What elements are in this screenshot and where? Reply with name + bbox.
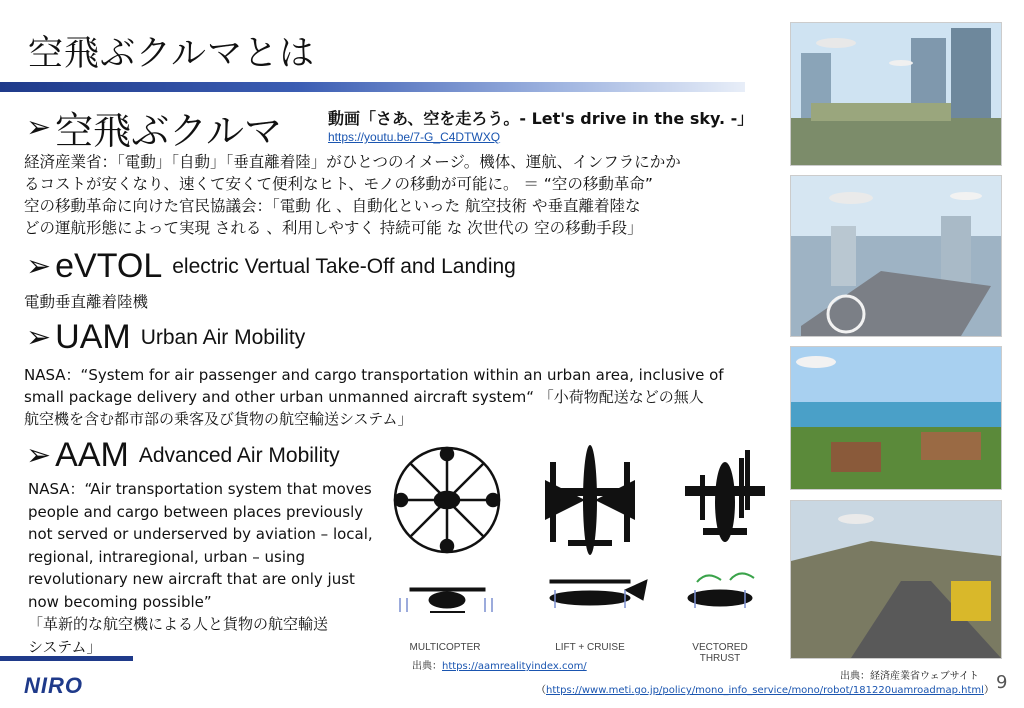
photo-helipad-city <box>790 175 1002 337</box>
paren-close: ） <box>983 685 994 696</box>
footer-source-link[interactable]: https://www.meti.go.jp/policy/mono_info_service/mono/robot/181220uamroadmap.html <box>546 685 984 696</box>
vectored-thrust-top-icon <box>685 450 765 542</box>
multicopter-side-icon <box>400 588 492 612</box>
title-underline-bar <box>0 82 745 92</box>
footer-accent-bar <box>0 656 133 661</box>
slide-title: 空飛ぶクルマとは <box>28 34 315 74</box>
uam-description <box>24 364 724 430</box>
section-heading-evtol <box>26 247 516 286</box>
heading-text: AAM <box>55 436 129 474</box>
heading-text: 空飛ぶクルマ <box>55 109 283 153</box>
video-link[interactable]: https://youtu.be/7-G_C4DTWXQ <box>328 130 501 144</box>
photo-resort-coast <box>790 346 1002 490</box>
aircraft-types-figure <box>385 440 780 664</box>
heading-subtext: Advanced Air Mobility <box>138 443 340 467</box>
caption-lift-cruise: LIFT + CRUISE <box>555 642 625 653</box>
footer-source <box>536 681 994 696</box>
section-heading-uam <box>26 318 305 357</box>
lift-cruise-top-icon <box>545 445 635 555</box>
text-line: not served or underserved by aviation – local, <box>28 525 373 543</box>
text-line: 空の移動革命に向けた官民協議会：「電動 化 、自動化といった 航空技術 や垂直離着陸な <box>24 197 641 215</box>
footer-source-label: 出典：経済産業省ウェブサイト <box>840 671 979 682</box>
city-skyline-image-icon <box>791 23 1001 165</box>
text-line: NASA：“Air transportation system that moves <box>28 480 372 498</box>
paren-open: （ <box>536 685 546 696</box>
text-line: 経済産業省：「電動」「自動」「垂直離着陸」がひとつのイメージ。機体、運航、インフラにかか <box>24 153 681 171</box>
caption-vectored-thrust: VECTORED THRUST <box>692 642 748 664</box>
text-line: people and cargo between places previously <box>28 502 364 521</box>
flying-car-description <box>24 151 681 239</box>
heading-subtext: electric Vertual Take-Off and Landing <box>172 254 516 278</box>
figure-source-link[interactable]: https://aamrealityindex.com/ <box>442 661 587 672</box>
video-title: 動画「さあ、空を走ろう。- Let's drive in the sky. -」 <box>328 109 754 128</box>
text-line: regional, intraregional, urban – using <box>28 547 306 566</box>
photo-city-flying-cars <box>790 22 1002 166</box>
text-line: システム」 <box>28 637 102 656</box>
section-heading-flying-car <box>26 100 282 155</box>
photo-disaster-road <box>790 500 1002 659</box>
heading-text: UAM <box>55 318 131 356</box>
arrow-bullet-icon: ➢ <box>26 110 52 145</box>
arrow-bullet-icon: ➢ <box>26 438 52 473</box>
text-line: NASA：“System for air passenger and cargo transportation within an urban area, inclusive of <box>24 366 724 384</box>
text-line: 航空機を含む都市部の乗客及び貨物の航空輸送システム」 <box>24 410 413 428</box>
aircraft-silhouettes-icon <box>385 440 780 655</box>
text-line: now becoming possible” <box>28 592 212 611</box>
text-line: どの運航形態によって実現 される 、利用しやすく 持続可能 な 次世代の 空の移動手段」 <box>24 219 643 237</box>
niro-logo: NIRO <box>24 673 83 698</box>
text-line: small package delivery and other urban unmanned aircraft system“ 「小荷物配送などの無人 <box>24 388 704 406</box>
text-line: るコストが安くなり、速くて安くて便利なヒト、モノの移動が可能に。 ＝ “空の移動革命” <box>24 175 653 193</box>
aam-description <box>28 478 373 658</box>
source-label: 出典： <box>412 661 442 672</box>
lift-cruise-side-icon <box>550 580 647 608</box>
section-heading-aam <box>26 436 340 475</box>
heading-text: eVTOL <box>55 247 163 285</box>
multicopter-top-icon <box>395 448 499 552</box>
heading-subtext: Urban Air Mobility <box>140 325 306 349</box>
page-number: 9 <box>996 672 1008 693</box>
text-line: 「革新的な航空機による人と貨物の航空輸送 <box>28 615 329 633</box>
text-line: revolutionary new aircraft that are only just <box>28 570 355 588</box>
disaster-image-icon <box>791 501 1001 658</box>
evtol-description: 電動垂直離着陸機 <box>24 293 149 311</box>
figure-source <box>412 657 587 672</box>
caption-multicopter: MULTICOPTER <box>409 642 481 653</box>
vectored-thrust-side-icon <box>688 573 754 608</box>
arrow-bullet-icon: ➢ <box>26 249 52 284</box>
resort-image-icon <box>791 347 1001 489</box>
arrow-bullet-icon: ➢ <box>26 320 52 355</box>
helipad-image-icon <box>791 176 1001 336</box>
